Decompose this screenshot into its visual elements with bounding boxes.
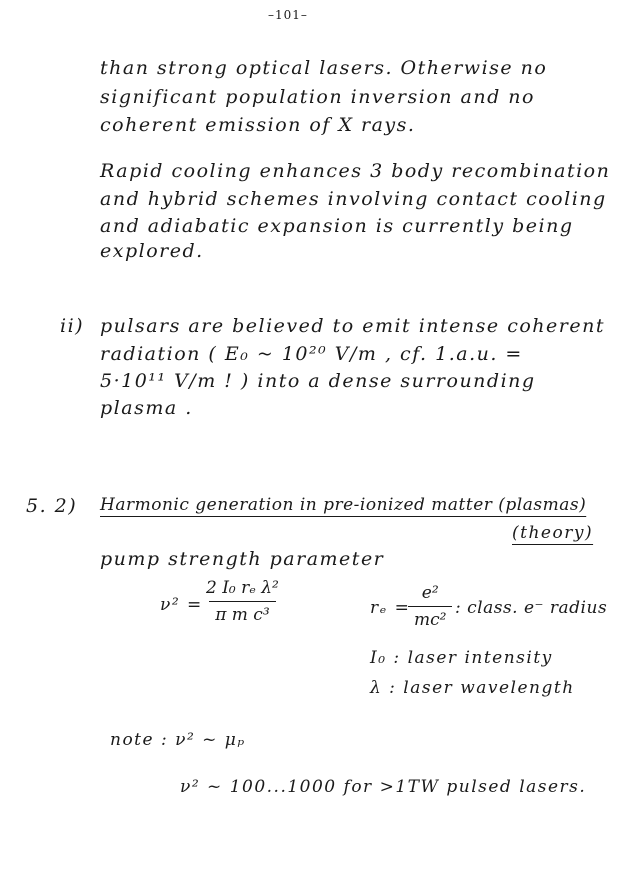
- formula-re-fraction: [408, 583, 452, 630]
- text-line: and hybrid schemes involving contact cooling: [100, 188, 607, 210]
- section-subtitle: (theory): [512, 523, 594, 543]
- formula-re-lhs: rₑ =: [370, 598, 411, 618]
- text-line: than strong optical lasers. Otherwise no: [100, 57, 548, 79]
- text-line: pulsars are believed to emit intense coherent: [100, 315, 605, 337]
- text-line: Rapid cooling enhances 3 body recombination: [100, 160, 611, 182]
- definition-line: λ : laser wavelength: [370, 678, 575, 698]
- section-title: Harmonic generation in pre-ionized matter (plasmas): [100, 495, 587, 515]
- text-line: significant population inversion and no: [100, 86, 535, 108]
- text-line: explored.: [100, 240, 204, 262]
- formula-re-numerator: e²: [421, 583, 439, 603]
- text-line: radiation ( E₀ ~ 10²⁰ V/m , cf. 1.a.u. =: [100, 343, 523, 365]
- section-number: 5. 2): [26, 495, 78, 517]
- list-marker: ii): [60, 315, 85, 337]
- formula-nu-lhs: ν² =: [160, 595, 203, 615]
- note-line: note : ν² ~ μₚ: [110, 730, 246, 750]
- formula-re-denominator: mc²: [408, 606, 452, 630]
- formula-nu-fraction: [200, 578, 285, 625]
- formula-nu-denominator: π m c³: [209, 601, 275, 625]
- text-line: plasma .: [100, 397, 193, 419]
- range-line: ν² ~ 100...1000 for >1TW pulsed lasers.: [180, 777, 587, 797]
- pump-label: pump strength parameter: [100, 548, 385, 570]
- definition-line: I₀ : laser intensity: [370, 648, 553, 668]
- text-line: 5·10¹¹ V/m ! ) into a dense surrounding: [100, 370, 536, 392]
- text-line: and adiabatic expansion is currently being: [100, 215, 574, 237]
- text-line: coherent emission of X rays.: [100, 114, 416, 136]
- formula-re-description: : class. e⁻ radius: [455, 598, 608, 618]
- formula-nu-numerator: 2 I₀ rₑ λ²: [206, 578, 279, 598]
- page-number: –101–: [268, 8, 308, 22]
